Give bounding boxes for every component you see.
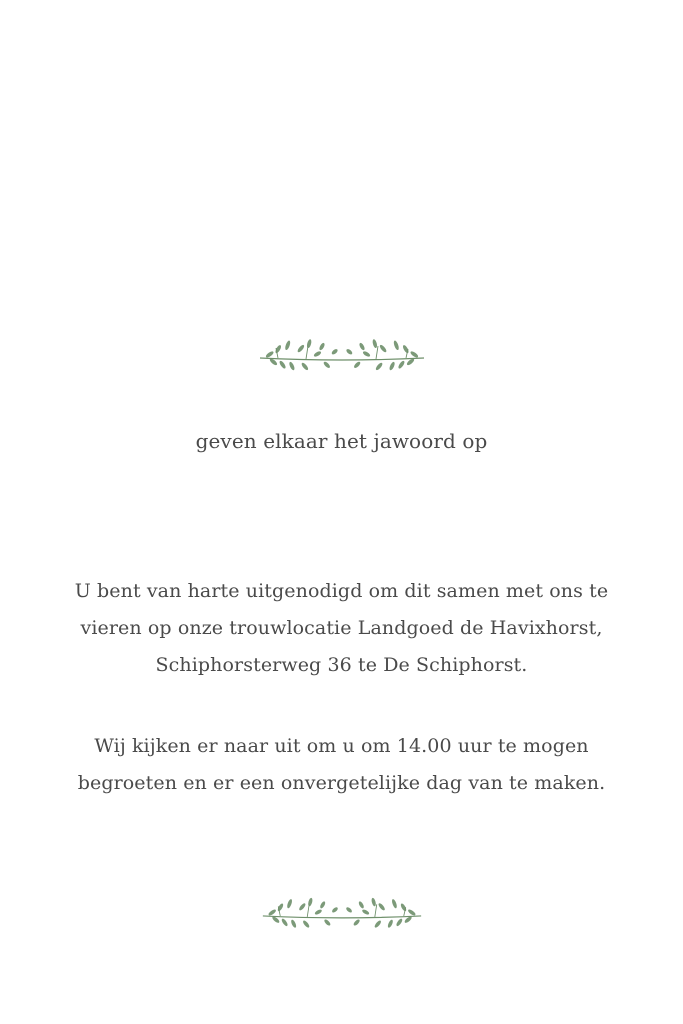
closing-paragraph: [0, 733, 683, 807]
leaf: [345, 348, 353, 355]
leaf: [278, 360, 286, 370]
leaf: [319, 901, 326, 910]
twig: [376, 346, 378, 359]
leaf: [280, 918, 288, 927]
leaf: [300, 362, 309, 371]
leaf: [313, 350, 322, 357]
leaf: [373, 920, 381, 929]
leaf: [331, 906, 339, 913]
leaf: [276, 903, 284, 912]
leaf: [378, 344, 387, 353]
leaf: [409, 350, 419, 358]
leaf: [358, 342, 365, 351]
leaf: [290, 919, 297, 928]
leaf: [274, 344, 282, 354]
leaf: [361, 909, 370, 916]
twig: [307, 904, 309, 917]
leaf: [296, 344, 305, 353]
leaf: [306, 339, 312, 349]
leaf: [284, 340, 291, 351]
invitation-line: vieren op onze trouwlocatie Landgoed de Havixhorst,: [80, 617, 603, 639]
leaf: [357, 901, 364, 910]
twig: [306, 346, 308, 359]
leaf: [267, 908, 276, 916]
leaf: [362, 350, 371, 357]
invitation-line: U bent van harte uitgenodigd om dit samen met ons te: [74, 580, 609, 602]
leaf: [288, 361, 295, 371]
leaf: [352, 361, 360, 369]
leaf: [264, 350, 274, 358]
leaf: [314, 909, 323, 916]
twig: [374, 904, 376, 917]
leaf: [391, 899, 398, 909]
leaf: [371, 339, 377, 349]
leaf: [318, 342, 325, 351]
leaf: [345, 906, 353, 913]
leaf: [322, 361, 330, 369]
leaf: [401, 344, 409, 354]
leaf: [395, 918, 403, 927]
laurel-branch-icon: [259, 892, 425, 936]
subtitle: geven elkaar het jawoord op: [195, 429, 488, 453]
leaf: [388, 361, 395, 371]
invitation-line: Schiphorsterweg 36 te De Schiphorst.: [155, 654, 528, 676]
closing-line: begroeten en er een onvergetelijke dag van te maken.: [77, 772, 606, 794]
leaf: [307, 897, 313, 906]
leaf: [298, 902, 306, 911]
leaf: [370, 897, 376, 906]
leaf: [374, 362, 383, 371]
leaf: [386, 919, 393, 928]
leaf: [330, 348, 338, 355]
laurel-branch-icon: [256, 334, 428, 378]
leaf: [407, 908, 416, 916]
leaf: [323, 918, 331, 926]
leaf: [392, 340, 399, 351]
closing-line: Wij kijken er naar uit om u om 14.00 uur te mogen: [94, 735, 589, 757]
leaf: [397, 360, 405, 370]
leaf: [399, 903, 407, 912]
leaf: [286, 899, 293, 909]
invitation-paragraph: [0, 578, 683, 689]
leaf: [301, 920, 309, 929]
leaf: [352, 918, 360, 926]
leaf: [377, 902, 385, 911]
